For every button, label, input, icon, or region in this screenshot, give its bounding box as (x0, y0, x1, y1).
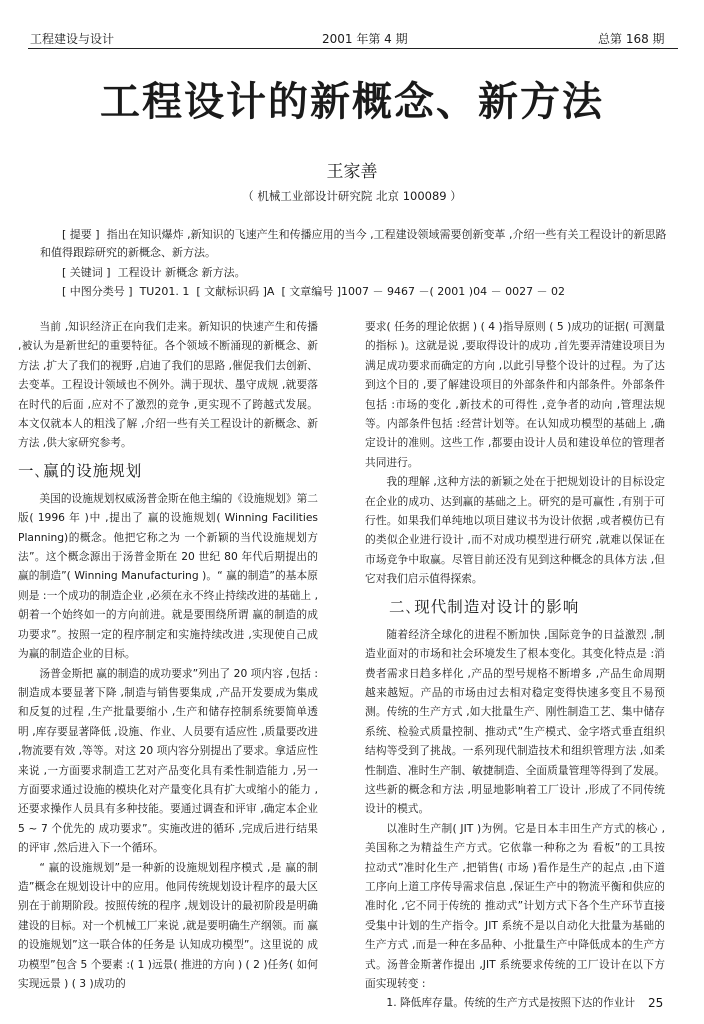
clc-label: [ 中图分类号 ] (62, 285, 133, 298)
clc-value: TU201. 1 (139, 285, 190, 298)
article-number-value: 1007 － 9467 －( 2001 )04 － 0027 － 02 (341, 285, 566, 298)
keywords-label: [ 关键词 ] (62, 266, 111, 279)
section-1-heading: 一､赢的设施规划 (18, 461, 143, 480)
right-column (365, 317, 665, 1013)
doc-code-value: A (266, 285, 275, 298)
header-rule (28, 48, 678, 49)
section-2-paragraph-3: 1. 降低库存量。传统的生产方式是按照下达的作业计 (386, 996, 636, 1010)
page-number: 25 (648, 996, 664, 1010)
keywords (62, 264, 246, 280)
journal-name: 工程建设与设计 (30, 32, 115, 46)
continued-paragraph: 要求( 任务的理论依据 ) ( 4 )指导原则 ( 5 )成功的证据( 可测量的指标 )。这就是说 ,要取得设计的成功 ,首先要弄清建设项目为满足成功要求而确定的方向 ,以此引导整个设计的过程。为了达到这个目的 ,要了解建设项目的外部条件和内部条件。外部条件包括 :市场的变化 ,新技术的可得性 ,竞争者的动向 ,管理法规等。内部条件包括 :经营计划等。在认知成功模型的基础上 ,确定设计的准则。这些工作 ,都要由设计人员和建设单位的管理者共同进行。 (365, 320, 665, 469)
total-issue: 总第 168 期 (598, 32, 665, 46)
section-2-paragraph-2: 以准时生产制( JIT )为例。它是日本丰田生产方式的核心 ,美国称之为精益生产方式。它依靠一种称之为 看板”的工具按 拉动式”准时化生产 ,把销售( 市场 )看作是生产的起点 ,由下道工序向上道工序传导需求信息 ,保证生产中的物流平衡和供应的准时化 ,它不同于传统的 推动式”计划方式下各个生产环节直接受集中计划的生产指令。JIT 系统不是以自动化大批量为基础的生产方式 ,而是一种在多品种、小批量生产中降低成本的生产方式。汤普金斯著作提出 ,JIT 系统要求传统的工厂设计在以下方面实现转变 : (365, 821, 665, 990)
section-1-paragraph-3: “ 赢的设施规划”是一种新的设施规划程序模式 ,是 赢的制造”概念在规划设计中的应用。他同传统规划设计程序的最大区别在于前期阶段。按照传统的程序 ,规划设计的最初阶段是明确建设的目标。对一个机械工厂来说 ,就是要明确生产纲领。而 赢的设施规划”这一联合体的任务是 认知成功模型”。这里说的 成功模型”包含 5 个要素 :( 1 )远景( 推进的方向 ) ( 2 )任务( 如何实现远景 ) ( 3 )成功的 (18, 860, 318, 990)
intro-paragraph: 当前 ,知识经济正在向我们走来。新知识的快速产生和传播 ,被认为是新世纪的重要特征。各个领域不断涌现的新概念、新方法 ,扩大了我们的视野 ,启迪了我们的思路 ,催促我们去创新、去变革。工程设计领域也不例外。满于现状、墨守成规 ,就要落在时代的后面 ,应对不了激烈的竞争 ,更实现不了跨越式发展。本文仅就本人的粗浅了解 ,介绍一些有关工程设计的新概念、新方法 ,供大家研究参考。 (18, 320, 318, 450)
keywords-text: 工程设计 新概念 新方法。 (117, 266, 246, 279)
abstract-label: [ 提要 ] (62, 228, 100, 241)
article-number-label: [ 文章编号 ] (281, 285, 342, 298)
section-1-paragraph-1: 美国的设施规划权威汤普金斯在他主编的《设施规划》第二版( 1996 年 )中 ,提出了 赢的设施规划( Winning Facilities Planning)的概念。他把它称之为 一个新颖的当代设施规划方法”。这个概念源出于汤普金斯在 20 世纪 80 年代后期提出的 赢的制造”( Winning Manufacturing )。“ 赢的制造”的基本原则是 :一个成功的制造企业 ,必须在永不终止持续改进的基础上 ,朝着一个始终如一的方向前进。就是要围绕所谓 赢的制造的成功要求”。按照一定的程序制定和实施持续改进 ,实现使自己成为赢的制造企业的目标。 (18, 491, 318, 661)
section-2-heading: 二､现代制造对设计的影响 (389, 597, 580, 616)
left-column (18, 317, 318, 993)
author-name: 王家善 (326, 162, 378, 182)
abstract (40, 226, 670, 262)
understanding-paragraph: 我的理解 ,这种方法的新颖之处在于把规划设计的目标设定在企业的成功、达到赢的基础之上。研究的是可赢性 ,有别于可行性。如果我们单纯地以项目建议书为设计依据 ,或者模仿已有的类似企业进行设计 ,而不对成功模型进行研究 ,就难以保证在市场竞争中取赢。尽管目前还没有见到这种概念的具体方法 ,但它对我们启示值得探索。 (365, 475, 665, 586)
article-title: 工程设计的新概念、新方法 (100, 79, 604, 125)
issue-number: 2001 年第 4 期 (322, 32, 408, 46)
abstract-text: 指出在知识爆炸 ,新知识的飞速产生和传播应用的当今 ,工程建设领域需要创新变革 ,介绍一些有关工程设计的新思路和值得跟踪研究的新概念、新方法。 (40, 228, 667, 259)
author-affiliation: （ 机械工业部设计研究院 北京 100089 ） (242, 189, 462, 203)
section-2-paragraph-1: 随着经济全球化的进程不断加快 ,国际竞争的日益激烈 ,制造业面对的市场和社会环境发生了根本变化。其变化特点是 :消费者需求日趋多样化 ,产品的型号规格不断增多 ,产品生命周期越来越短。产品的市场由过去相对稳定变得快速多变且不易预测。传统的生产方式 ,如大批量生产、刚性制造工艺、集中储存系统、检验式质量控制、推动式”生产模式、金字塔式垂直组织结构等受到了挑战。一系列现代制造技术和组织管理方法 ,如柔性制造、准时生产制、敏捷制造、全面质量管理等得到了发展。这些新的概念和方法 ,明显地影响着工厂设计 ,形成了不同传统设计的模式。 (365, 627, 665, 816)
classification-line (62, 283, 565, 299)
section-1-paragraph-2: 汤普金斯把 赢的制造的成功要求”列出了 20 项内容 ,包括 :制造成本要显著下降 ,制造与销售要集成 ,产品开发要成为集成和反复的过程 ,生产批量要缩小 ,生产和储存控制系统要简单透明 ,库存要显著降低 ,设施、作业、人员要有适应性 ,质量要改进 ,物流要有效 ,等等。对这 20 项内容分别提出了要求。拿适应性来说 ,一方面要求制造工艺对产品变化具有柔性制造能力 ,另一方面要求通过设施的模块化对产量变化具有扩大或缩小的能力 ,还要求操作人员具有多种技能。要通过调查和评审 ,确定本企业 5 ~ 7 个优先的 成功要求”。实施改进的循环 ,完成后进行结果的评审 ,然后进入下一个循环。 (18, 666, 318, 855)
doc-code-label: [ 文献标识码 ] (196, 285, 267, 298)
